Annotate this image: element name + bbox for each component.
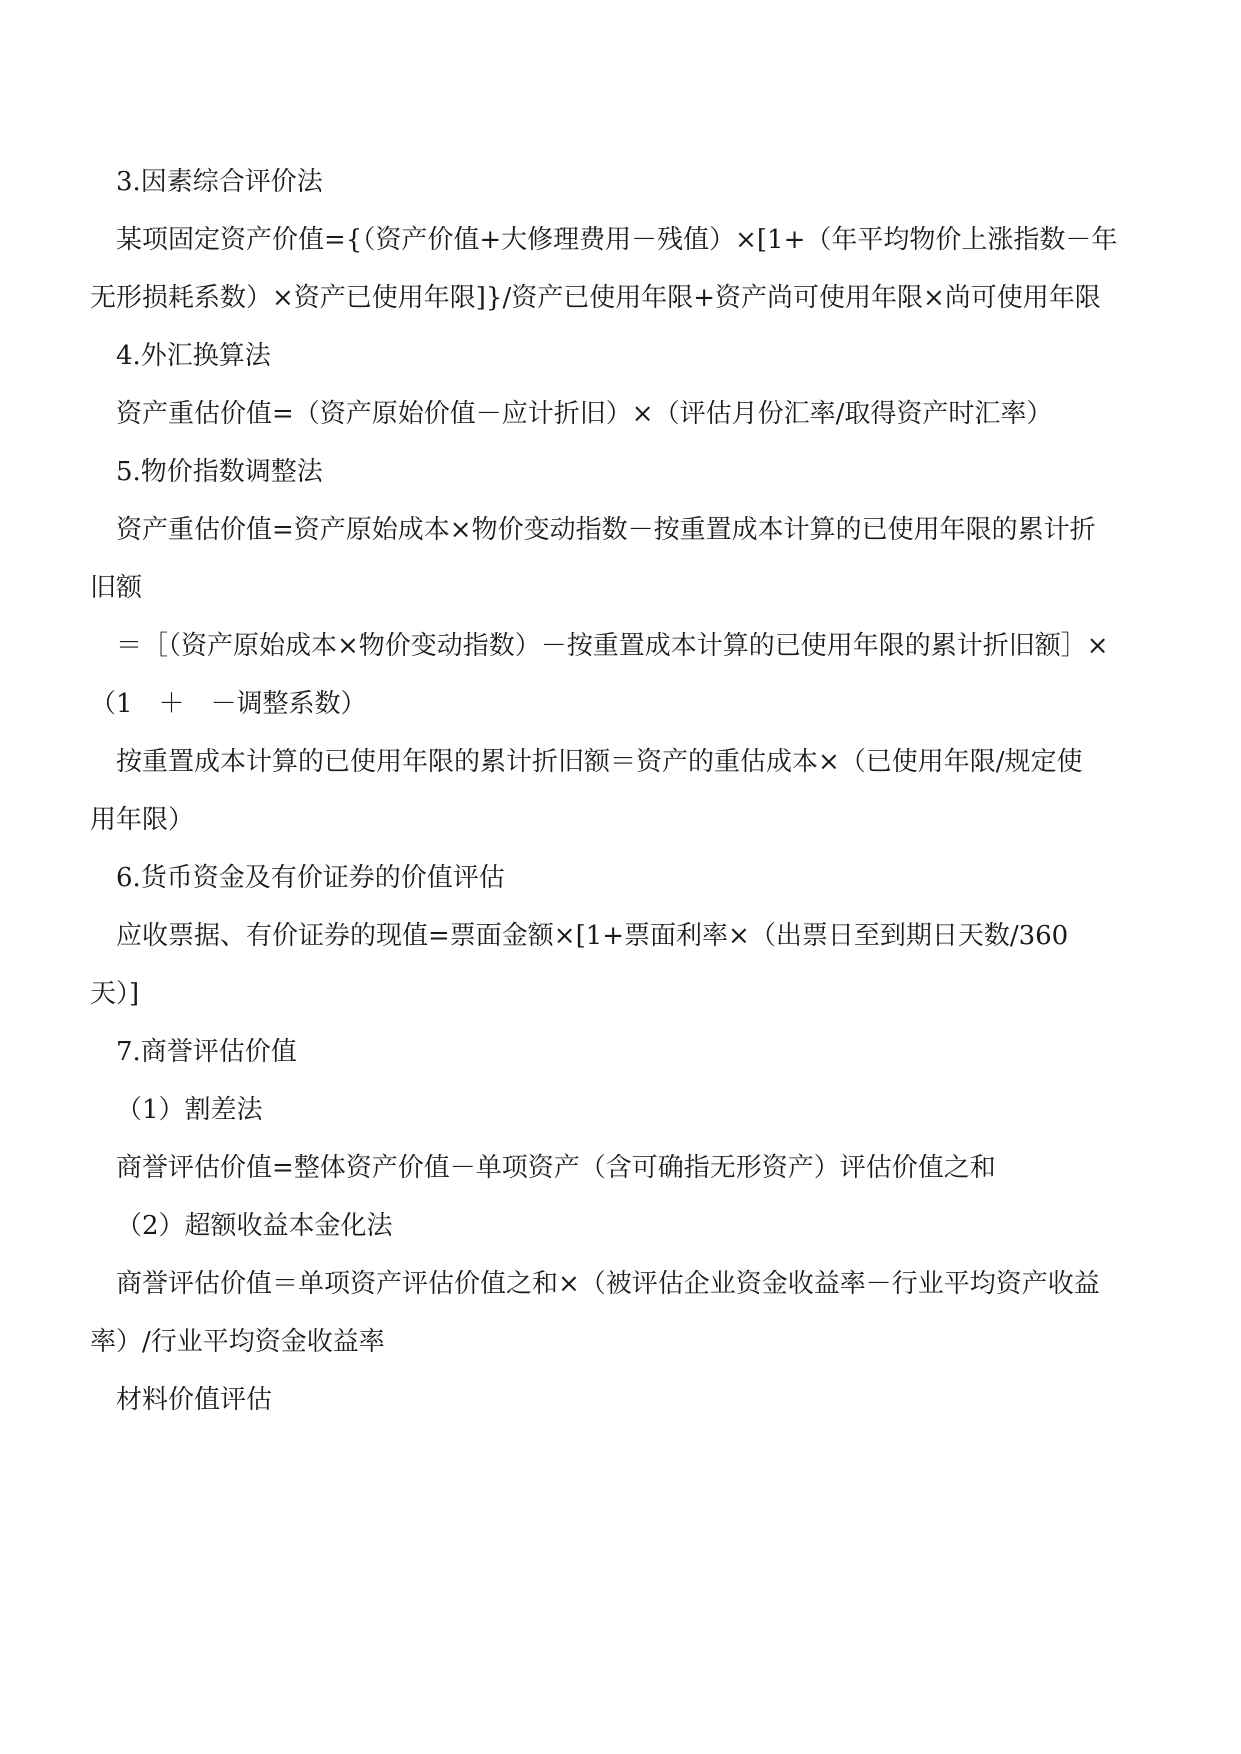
formula-line: 无形损耗系数）×资产已使用年限]}/资产已使用年限+资产尚可使用年限×尚可使用年限: [90, 283, 1101, 313]
formula-line: 天）]: [90, 979, 140, 1009]
heading-goodwill: 7.商誉评估价值: [116, 1037, 297, 1067]
subheading-residual-method: （1）割差法: [116, 1095, 263, 1125]
formula-line: 率）/行业平均资金收益率: [90, 1327, 385, 1357]
formula-line: 资产重估价值=资产原始成本×物价变动指数－按重置成本计算的已使用年限的累计折: [116, 515, 1096, 545]
heading-monetary-assets: 6.货币资金及有价证券的价值评估: [116, 863, 505, 893]
formula-line: （1 ＋ －调整系数）: [90, 689, 367, 719]
formula-line: ＝［（资产原始成本×物价变动指数）－按重置成本计算的已使用年限的累计折旧额］×: [116, 631, 1109, 661]
formula-line: 按重置成本计算的已使用年限的累计折旧额＝资产的重估成本×（已使用年限/规定使: [116, 747, 1083, 777]
formula-line: 应收票据、有价证券的现值=票面金额×[1+票面利率×（出票日至到期日天数/360: [116, 921, 1069, 951]
heading-fx-method: 4.外汇换算法: [116, 341, 271, 371]
heading-factor-method: 3.因素综合评价法: [116, 167, 323, 197]
formula-line: 商誉评估价值=整体资产价值－单项资产（含可确指无形资产）评估价值之和: [116, 1153, 996, 1183]
subheading-excess-earnings-method: （2）超额收益本金化法: [116, 1211, 393, 1241]
formula-line: 资产重估价值=（资产原始价值－应计折旧）×（评估月份汇率/取得资产时汇率）: [116, 399, 1053, 429]
formula-line: 某项固定资产价值={（资产价值+大修理费用－残值）×[1+（年平均物价上涨指数－年: [116, 225, 1118, 255]
formula-line: 商誉评估价值＝单项资产评估价值之和×（被评估企业资金收益率－行业平均资产收益: [116, 1269, 1100, 1299]
heading-price-index-method: 5.物价指数调整法: [116, 457, 323, 487]
formula-line: 旧额: [90, 573, 143, 603]
formula-line: 用年限）: [90, 805, 195, 835]
heading-material-valuation: 材料价值评估: [116, 1385, 273, 1415]
